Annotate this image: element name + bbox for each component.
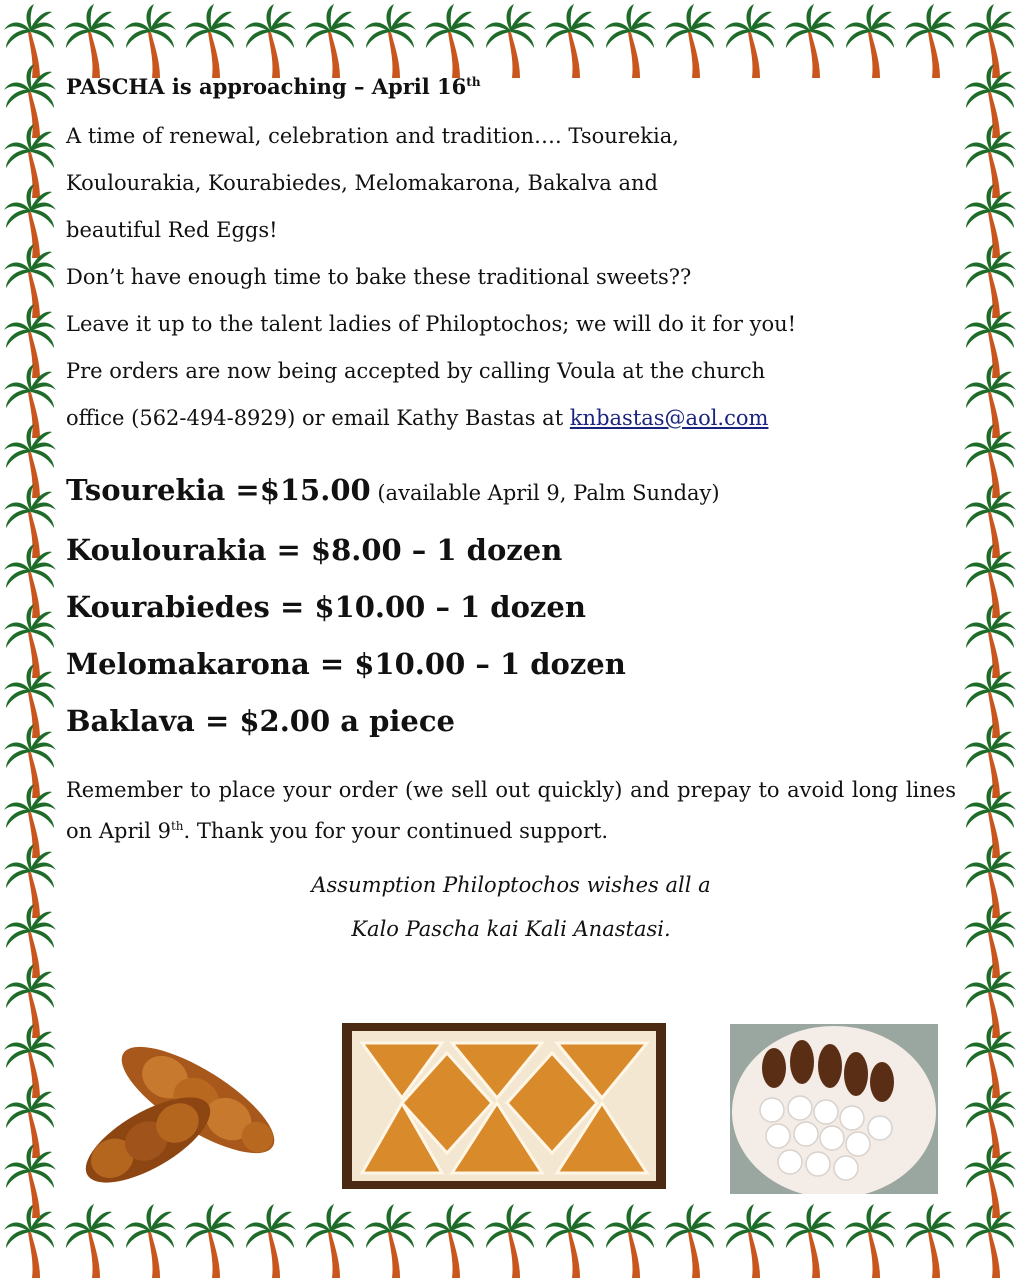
palm-tree-icon	[964, 244, 1016, 318]
palm-tree-icon	[64, 4, 116, 78]
palm-tree-icon	[4, 964, 56, 1038]
palm-tree-icon	[484, 4, 536, 78]
palm-tree-icon	[4, 1144, 56, 1218]
palm-tree-icon	[964, 844, 1016, 918]
price-list	[66, 462, 956, 750]
palm-tree-icon	[964, 124, 1016, 198]
closing-line-2: Kalo Pascha kai Kali Anastasi.	[351, 917, 671, 941]
palm-tree-icon	[4, 484, 56, 558]
palm-tree-icon	[904, 4, 956, 78]
closing-message	[66, 863, 956, 951]
palm-tree-icon	[964, 1204, 1016, 1278]
palm-tree-icon	[304, 4, 356, 78]
palm-tree-icon	[4, 424, 56, 498]
palm-tree-icon	[424, 1204, 476, 1278]
palm-tree-icon	[964, 1024, 1016, 1098]
palm-tree-icon	[664, 4, 716, 78]
palm-tree-icon	[124, 1204, 176, 1278]
palm-tree-icon	[964, 544, 1016, 618]
palm-tree-icon	[964, 184, 1016, 258]
palm-tree-icon	[724, 1204, 776, 1278]
palm-tree-icon	[964, 604, 1016, 678]
palm-tree-icon	[424, 4, 476, 78]
palm-tree-icon	[4, 784, 56, 858]
palm-tree-icon	[604, 4, 656, 78]
palm-tree-icon	[4, 124, 56, 198]
palm-tree-icon	[4, 184, 56, 258]
palm-tree-icon	[184, 1204, 236, 1278]
palm-tree-icon	[964, 664, 1016, 738]
intro-line-3: beautiful Red Eggs!	[66, 218, 278, 242]
palm-tree-icon	[964, 364, 1016, 438]
palm-tree-icon	[964, 964, 1016, 1038]
intro-line-2: Koulourakia, Kourabiedes, Melomakarona, Bakalva and	[66, 171, 658, 195]
palm-tree-icon	[4, 844, 56, 918]
palm-tree-icon	[4, 64, 56, 138]
palm-tree-icon	[964, 64, 1016, 138]
palm-tree-icon	[784, 1204, 836, 1278]
palm-tree-icon	[544, 1204, 596, 1278]
flyer-content	[66, 74, 956, 951]
cookies-plate-image	[730, 1024, 938, 1194]
palm-tree-icon	[4, 304, 56, 378]
palm-tree-icon	[484, 1204, 536, 1278]
intro-line-1: A time of renewal, celebration and tradition…. Tsourekia,	[66, 124, 679, 148]
palm-tree-icon	[4, 724, 56, 798]
palm-tree-icon	[964, 1144, 1016, 1218]
palm-tree-icon	[304, 1204, 356, 1278]
palm-tree-icon	[364, 4, 416, 78]
email-link[interactable]: knbastas@aol.com	[569, 406, 769, 430]
palm-tree-icon	[964, 904, 1016, 978]
palm-tree-icon	[964, 484, 1016, 558]
palm-tree-icon	[4, 904, 56, 978]
baklava-tray-image	[342, 1023, 666, 1189]
price-item-tsourekia: Tsourekia =$15.00 (available April 9, Palm Sunday)	[66, 473, 720, 507]
palm-tree-icon	[904, 1204, 956, 1278]
price-item-koulourakia: Koulourakia = $8.00 – 1 dozen	[66, 533, 563, 567]
palm-tree-icon	[4, 604, 56, 678]
palm-tree-icon	[724, 4, 776, 78]
palm-tree-icon	[844, 1204, 896, 1278]
palm-tree-icon	[64, 1204, 116, 1278]
palm-tree-icon	[4, 244, 56, 318]
palm-tree-icon	[784, 4, 836, 78]
intro-line-4: Don’t have enough time to bake these traditional sweets??	[66, 265, 692, 289]
intro-line-6: Pre orders are now being accepted by calling Voula at the church	[66, 359, 766, 383]
palm-tree-icon	[4, 544, 56, 618]
price-item-baklava: Baklava = $2.00 a piece	[66, 704, 455, 738]
palm-tree-icon	[244, 4, 296, 78]
price-item-kourabiedes: Kourabiedes = $10.00 – 1 dozen	[66, 590, 586, 624]
tsoureki-bread-image	[78, 1020, 288, 1188]
palm-tree-icon	[664, 1204, 716, 1278]
contact-line: office (562-494-8929) or email Kathy Bastas at knbastas@aol.com	[66, 406, 769, 430]
palm-tree-icon	[244, 1204, 296, 1278]
palm-tree-icon	[184, 4, 236, 78]
palm-tree-icon	[364, 1204, 416, 1278]
palm-tree-icon	[4, 1204, 56, 1278]
reminder-text: Remember to place your order (we sell out quickly) and prepay to avoid long lines on April 9th. Thank you for your continued support.	[66, 778, 956, 843]
palm-tree-icon	[844, 4, 896, 78]
palm-tree-icon	[4, 4, 56, 78]
intro-line-5: Leave it up to the talent ladies of Philoptochos; we will do it for you!	[66, 312, 797, 336]
palm-tree-icon	[964, 724, 1016, 798]
palm-tree-icon	[964, 304, 1016, 378]
closing-line-1: Assumption Philoptochos wishes all a	[311, 873, 711, 897]
palm-tree-icon	[544, 4, 596, 78]
palm-tree-icon	[964, 1084, 1016, 1158]
palm-tree-icon	[124, 4, 176, 78]
palm-tree-icon	[4, 1024, 56, 1098]
palm-tree-icon	[964, 4, 1016, 78]
palm-tree-icon	[4, 1084, 56, 1158]
palm-tree-icon	[4, 364, 56, 438]
price-item-melomakarona: Melomakarona = $10.00 – 1 dozen	[66, 647, 626, 681]
palm-tree-icon	[604, 1204, 656, 1278]
palm-tree-icon	[4, 664, 56, 738]
palm-tree-icon	[964, 784, 1016, 858]
page-title: PASCHA is approaching – April 16th	[66, 74, 481, 99]
palm-tree-icon	[964, 424, 1016, 498]
